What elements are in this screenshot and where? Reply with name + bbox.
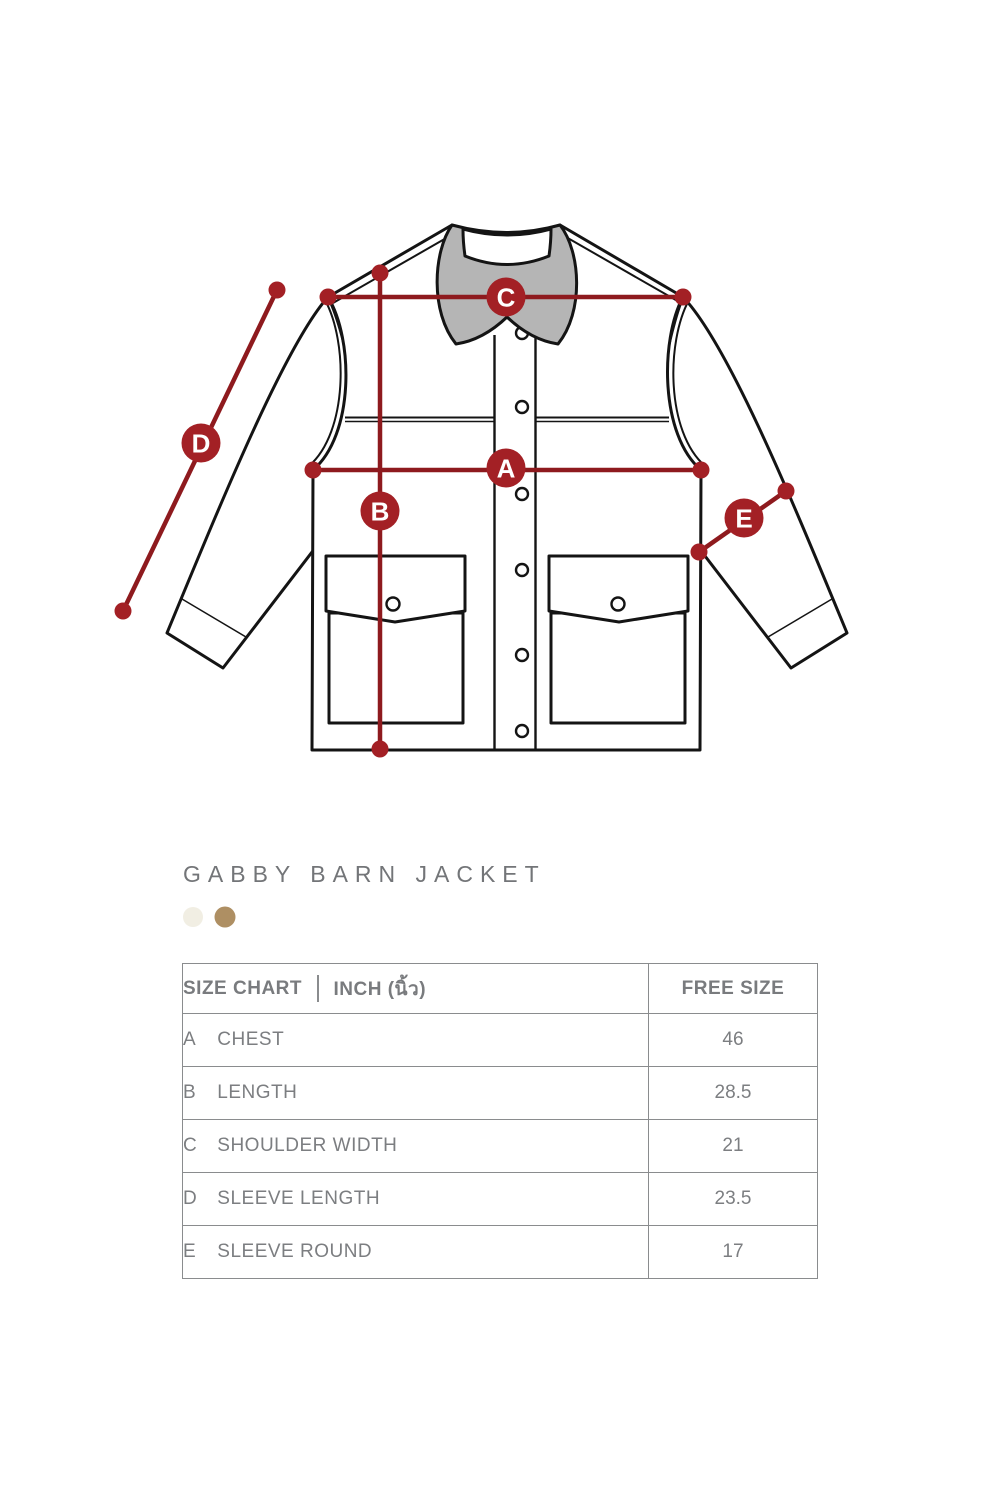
row-key: B bbox=[183, 1082, 197, 1103]
size-chart-table bbox=[182, 963, 818, 1279]
snap-button bbox=[516, 401, 528, 413]
row-value: 28.5 bbox=[649, 1067, 818, 1120]
row-key: D bbox=[183, 1188, 198, 1209]
snap-button bbox=[516, 725, 528, 737]
placket bbox=[495, 335, 536, 749]
product-title: GABBY BARN JACKET bbox=[183, 861, 546, 887]
left-pocket bbox=[326, 556, 465, 723]
size-row-shoulder-width bbox=[183, 1120, 818, 1173]
endpoint-dot bbox=[115, 603, 132, 620]
snap-button bbox=[516, 488, 528, 500]
endpoint-dot bbox=[305, 462, 322, 479]
size-row-length bbox=[183, 1067, 818, 1120]
color-swatch-tan[interactable] bbox=[215, 907, 236, 928]
free-size-column-header: FREE SIZE bbox=[649, 964, 818, 1014]
row-key: A bbox=[183, 1029, 197, 1050]
endpoint-dot bbox=[675, 289, 692, 306]
badge-C-label: C bbox=[496, 282, 516, 313]
snap-button bbox=[516, 564, 528, 576]
color-swatches bbox=[181, 905, 251, 929]
row-value: 46 bbox=[649, 1014, 818, 1067]
endpoint-dot bbox=[269, 282, 286, 299]
size-row-sleeve-length bbox=[183, 1173, 818, 1226]
size-row-chest bbox=[183, 1014, 818, 1067]
badge-D-label: D bbox=[191, 428, 211, 459]
size-chart-header-cell bbox=[183, 964, 649, 1014]
badge-C bbox=[487, 278, 526, 317]
endpoint-dot bbox=[691, 544, 708, 561]
badge-B-label: B bbox=[370, 496, 390, 527]
badge-D bbox=[182, 424, 221, 463]
row-label: SHOULDER WIDTH bbox=[217, 1135, 398, 1156]
row-value: 21 bbox=[649, 1120, 818, 1173]
row-label: SLEEVE ROUND bbox=[217, 1241, 373, 1262]
badge-E-label: E bbox=[735, 503, 753, 534]
header-divider bbox=[317, 975, 319, 1002]
size-chart-header-row bbox=[183, 964, 818, 1014]
right-pocket bbox=[549, 556, 688, 723]
badge-A-label: A bbox=[496, 453, 516, 484]
color-swatch-cream[interactable] bbox=[183, 907, 203, 927]
badge-A bbox=[487, 449, 526, 488]
endpoint-dot bbox=[372, 741, 389, 758]
endpoint-dot bbox=[693, 462, 710, 479]
row-key: C bbox=[183, 1135, 198, 1156]
size-row-sleeve-round bbox=[183, 1226, 818, 1279]
row-value: 17 bbox=[649, 1226, 818, 1279]
size-chart-title: SIZE CHART bbox=[183, 977, 302, 999]
endpoint-dot bbox=[778, 483, 795, 500]
row-label: SLEEVE LENGTH bbox=[217, 1188, 381, 1209]
pocket-button bbox=[612, 598, 625, 611]
row-key: E bbox=[183, 1241, 197, 1262]
size-chart-unit: INCH (นิ้ว) bbox=[333, 978, 427, 1000]
badge-B bbox=[361, 492, 400, 531]
row-label: LENGTH bbox=[217, 1082, 298, 1103]
row-value: 23.5 bbox=[649, 1173, 818, 1226]
endpoint-dot bbox=[372, 265, 389, 282]
row-label: CHEST bbox=[217, 1029, 285, 1050]
snap-button bbox=[516, 649, 528, 661]
endpoint-dot bbox=[320, 289, 337, 306]
pocket-button bbox=[387, 598, 400, 611]
badge-E bbox=[725, 499, 764, 538]
